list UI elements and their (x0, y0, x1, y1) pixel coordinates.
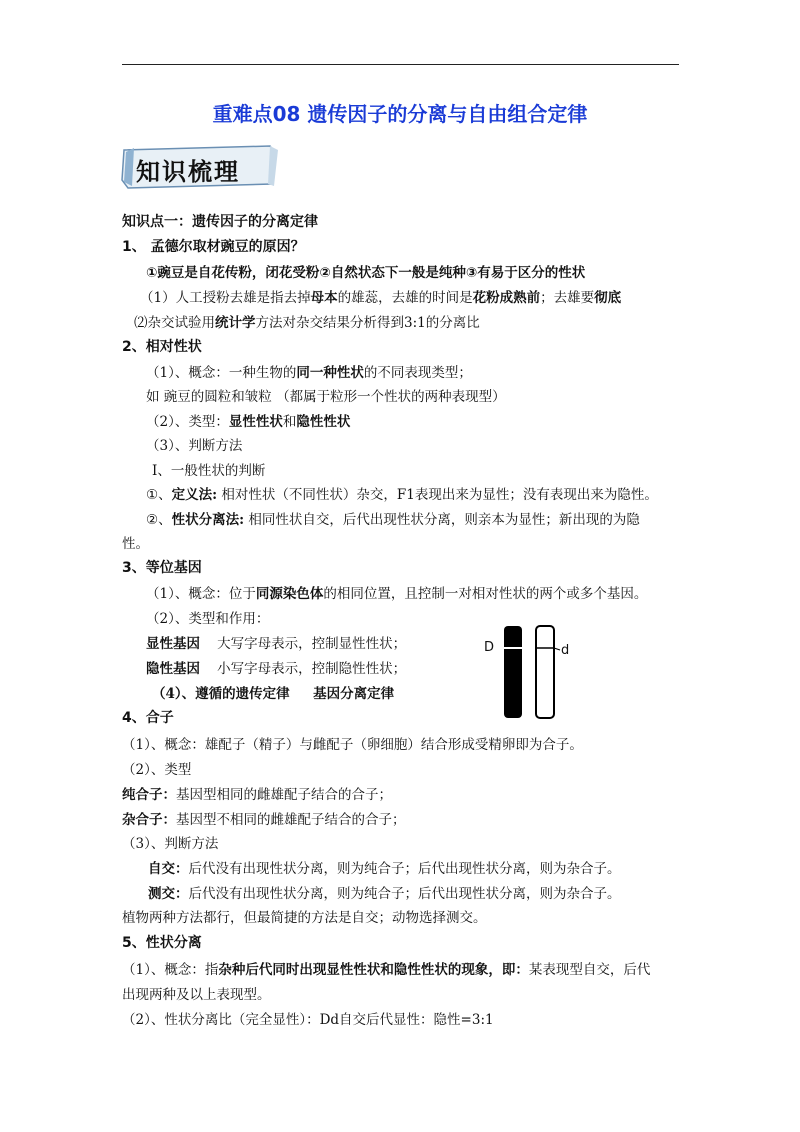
page-title: 重难点08 遗传因子的分离与自由组合定律 (212, 102, 588, 126)
s2-line-6 (146, 483, 658, 503)
s4-line-2: （2）、类型 (122, 762, 192, 778)
s2-line-8: 性。 (122, 536, 149, 552)
text: 小写字母表示，控制隐性性状； (217, 661, 407, 677)
heading-3: 3、等位基因 (122, 560, 202, 576)
s1-line-2 (134, 311, 480, 331)
text: 相同性状自交，后代出现性状分离，则亲本为显性；新出现的为隐 (248, 512, 640, 528)
text-bold: 彻底 (594, 290, 622, 306)
text: 的相同位置，且控制一对相对性状的两个或多个基因。 (323, 586, 648, 602)
heading-4: 4、合子 (122, 710, 174, 726)
text: （2）、类型： (146, 414, 229, 430)
text: 方法对杂交结果分析得到3:1的分离比 (255, 315, 480, 331)
s1-line-1 (140, 286, 621, 306)
text: （1）、概念：指 (122, 962, 219, 978)
text-bold: 测交： (148, 886, 189, 902)
s2-line-1 (146, 361, 472, 381)
s2-line-4: （3）、判断方法 (146, 438, 243, 454)
text: （1）、概念：一种生物的 (146, 365, 297, 381)
s4-line-7 (148, 882, 621, 902)
text-bold: 自交： (148, 861, 189, 877)
text-bold: 花粉成熟前 (472, 290, 541, 306)
heading-1: 1、 孟德尔取材豌豆的原因？ (122, 239, 305, 255)
text: 和 (282, 414, 297, 430)
s2-line-5: Ⅰ、一般性状的判断 (152, 463, 266, 479)
light-chromosome (536, 626, 554, 718)
s3-line-2: （2）、类型和作用： (146, 611, 270, 627)
s4-line-3 (122, 783, 392, 803)
header-rule (122, 64, 679, 65)
text-bold: 统计学 (215, 315, 256, 331)
text: ；去雄要 (540, 290, 595, 306)
text-bold: 显性性状 (228, 414, 283, 430)
s5-line-2: 出现两种及以上表现型。 (122, 987, 271, 1003)
allele-label-D: D (484, 640, 495, 655)
text: 某表现型自交，后代 (528, 962, 651, 978)
badge-label: 知识梳理 (136, 157, 240, 186)
text: 相对性状（不同性状）杂交，F1表现出来为显性；没有表现出来为隐性。 (221, 487, 658, 503)
text-bold: 母本 (310, 290, 338, 306)
dark-chromosome (504, 626, 522, 718)
s3-line-4 (146, 657, 406, 677)
text: 的不同表现类型； (363, 365, 472, 381)
text: （1）人工授粉去雄是指去掉 (140, 290, 311, 306)
s4-line-8: 植物两种方法都行，但最简捷的方法是自交；动物选择测交。 (122, 910, 487, 926)
text: 大写字母表示，控制显性性状； (217, 636, 407, 652)
reasons-text: ①豌豆是自花传粉，闭花受粉②自然状态下一般是纯种③有易于区分的性状 (146, 265, 586, 281)
text: 基因型相同的雌雄配子结合的合子； (176, 787, 392, 803)
text-bold: 隐性性状 (296, 414, 351, 430)
s4-line-4 (122, 808, 406, 828)
text-bold: 杂种后代同时出现显性性状和隐性性状的现象，即： (218, 962, 529, 978)
text-bold: （4）、遵循的遗传定律 (152, 686, 290, 702)
heading-5: 5、性状分离 (122, 935, 202, 951)
section-heading: 知识点一：遗传因子的分离定律 (122, 214, 318, 230)
s3-line-5 (152, 682, 394, 702)
text-bold: 同源染色体 (255, 586, 324, 602)
s3-line-3 (146, 632, 406, 652)
text: （1）、概念：位于 (146, 586, 256, 602)
s4-line-1: （1）、概念：雄配子（精子）与雌配子（卵细胞）结合形成受精卵即为合子。 (122, 737, 583, 753)
text-bold: 隐性基因 (146, 661, 200, 677)
s3-line-1 (146, 582, 647, 602)
s2-line-2: 如 豌豆的圆粒和皱粒 （都属于粒形一个性状的两种表现型） (146, 389, 506, 405)
text: ⑵杂交试验用 (134, 315, 215, 331)
text-bold: 杂合子： (122, 812, 176, 828)
text: 后代没有出现性状分离，则为纯合子；后代出现性状分离，则为杂合子。 (188, 861, 621, 877)
heading-2: 2、相对性状 (122, 339, 202, 355)
allele-label-d: d (561, 643, 570, 658)
text: ①、 (146, 487, 172, 503)
text-bold: 性状分离法: (171, 512, 245, 528)
s5-line-3: （2）、性状分离比（完全显性）：Dd自交后代显性：隐性=3:1 (122, 1012, 494, 1028)
text-bold: 同一种性状 (296, 365, 364, 381)
text-bold: 基因分离定律 (313, 686, 395, 702)
text: 的雄蕊，去雄的时间是 (337, 290, 473, 306)
text-bold: 定义法: (171, 487, 218, 503)
text: ②、 (146, 512, 172, 528)
allele-chromosome-diagram (478, 622, 588, 722)
text: 后代没有出现性状分离，则为纯合子；后代出现性状分离，则为杂合子。 (188, 886, 621, 902)
s4-line-5: （3）、判断方法 (122, 836, 219, 852)
s5-line-1 (122, 958, 650, 978)
s2-line-7 (146, 508, 640, 528)
s2-line-3 (146, 410, 350, 430)
s4-line-6 (148, 857, 621, 877)
text: 基因型不相同的雌雄配子结合的合子； (176, 812, 406, 828)
text-bold: 纯合子： (122, 787, 176, 803)
text-bold: 显性基因 (146, 636, 200, 652)
